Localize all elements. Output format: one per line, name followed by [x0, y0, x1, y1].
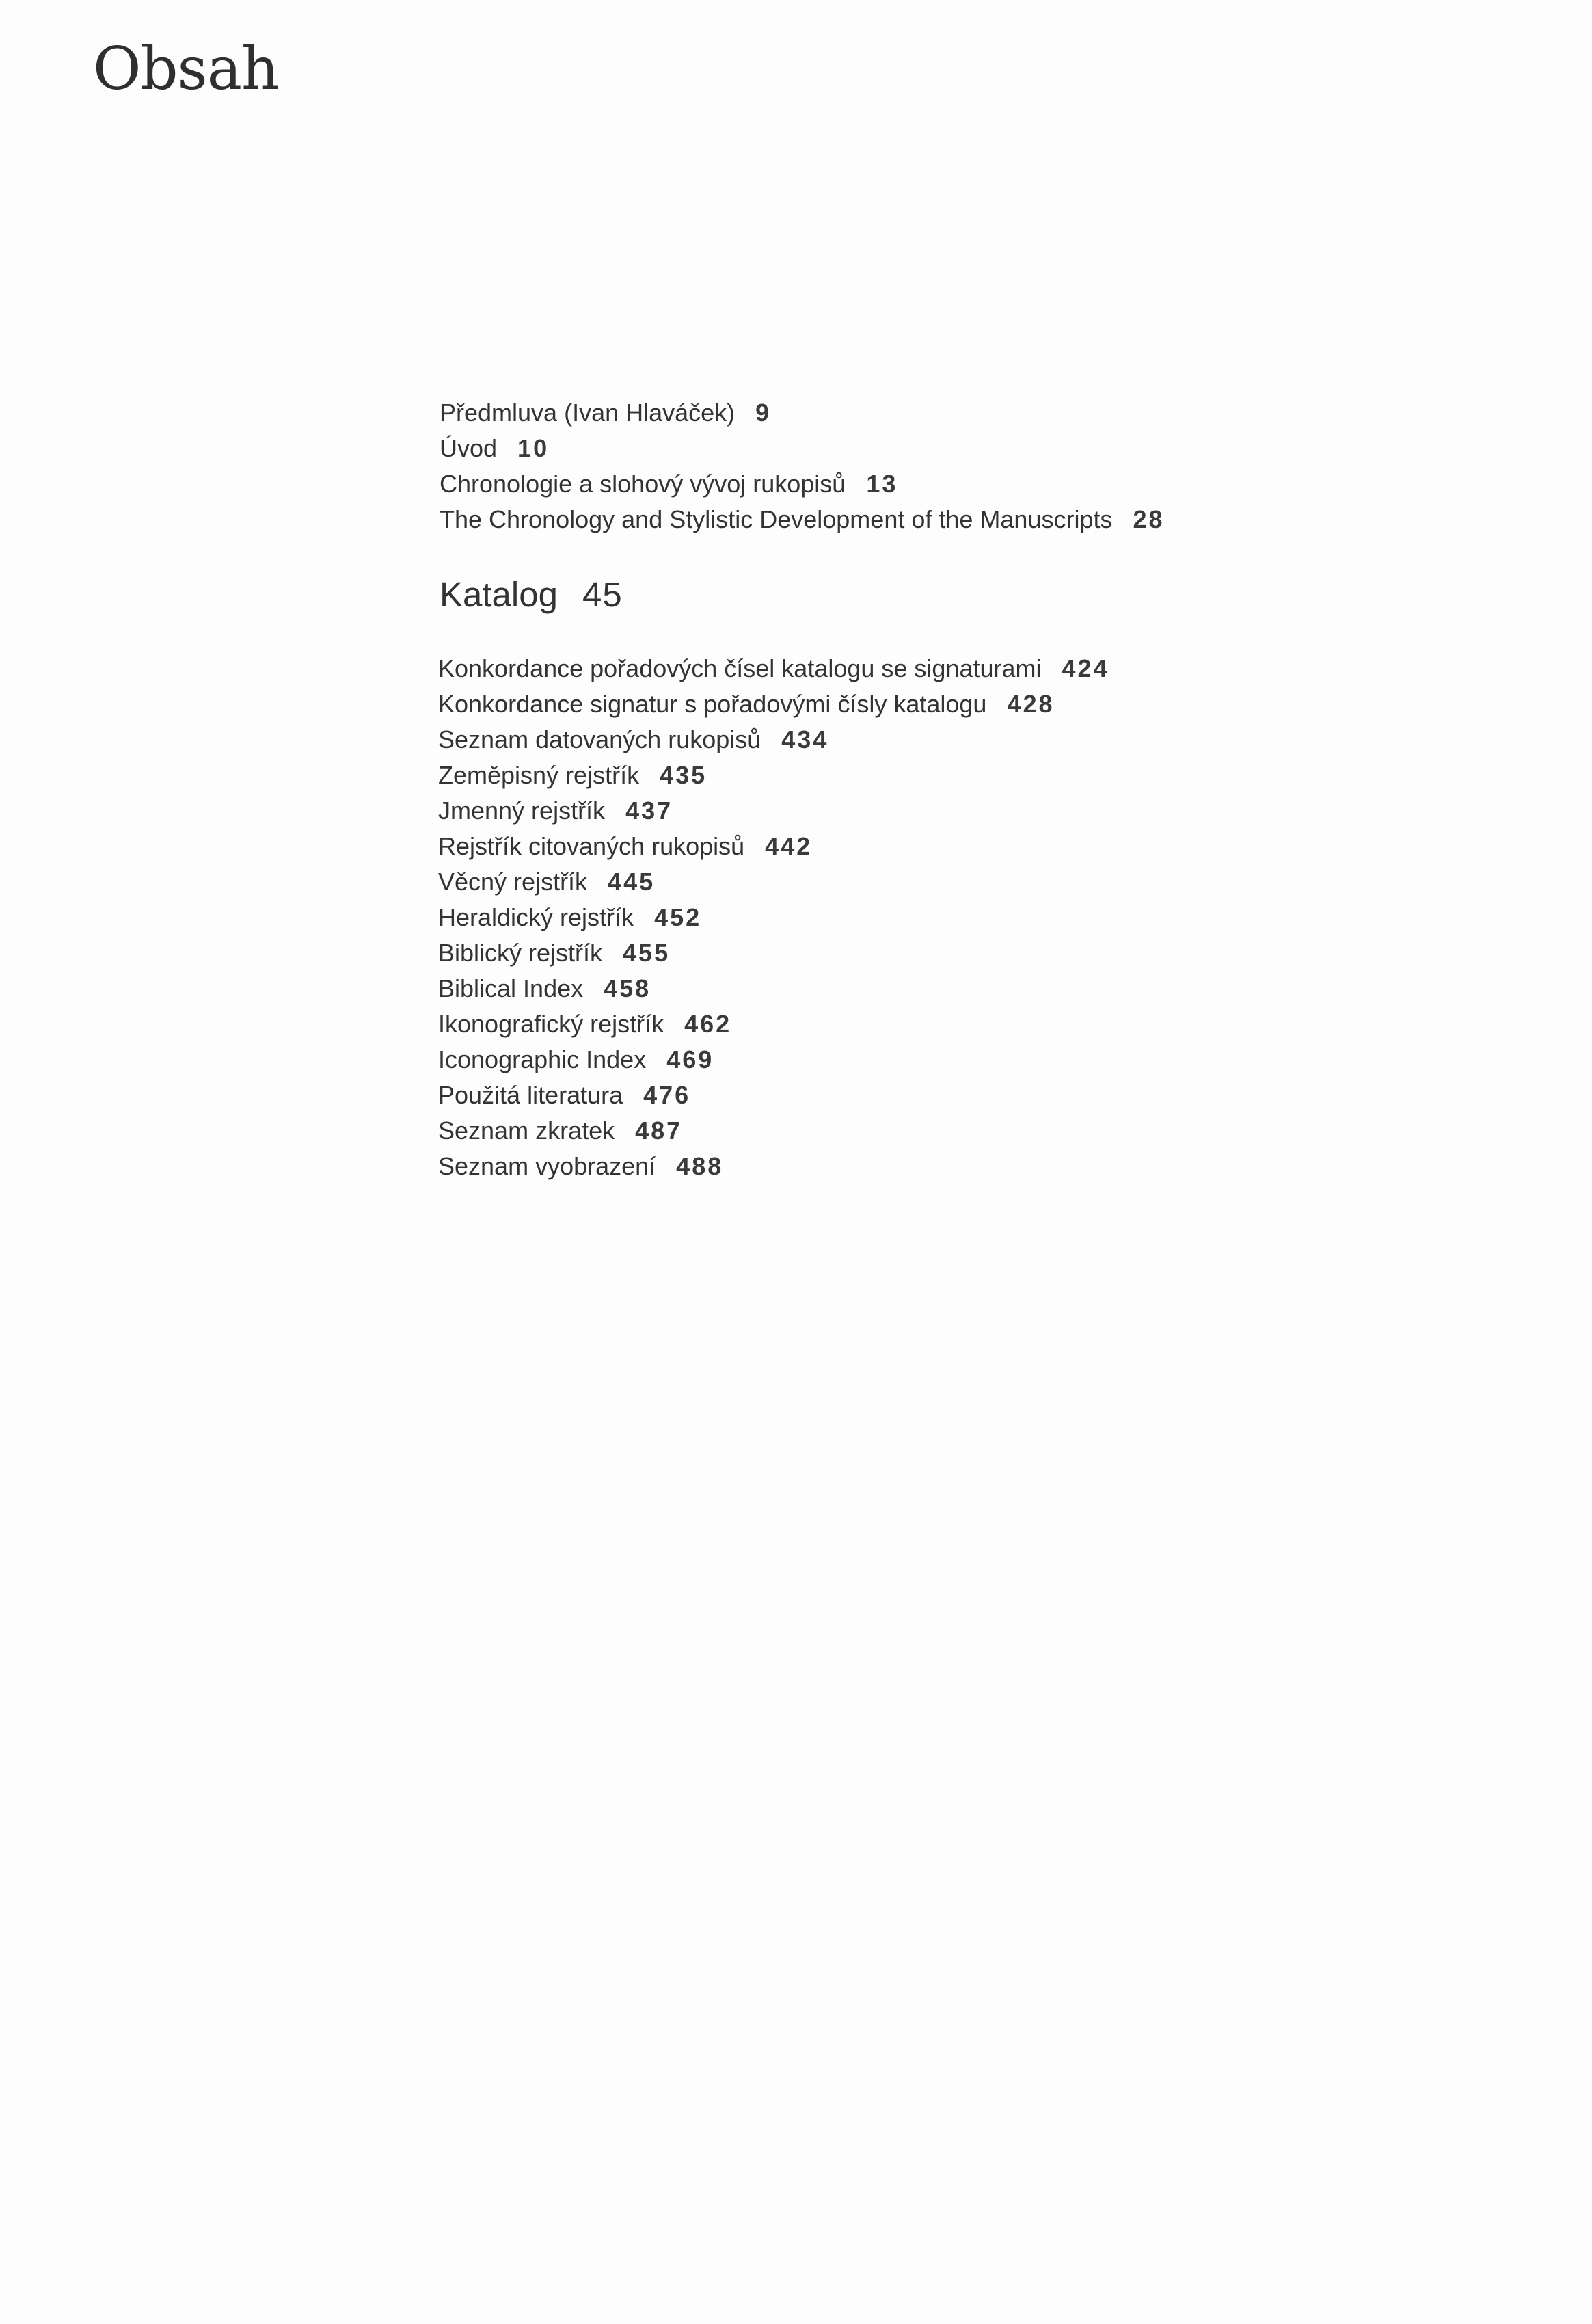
toc-front-matter: [440, 395, 1328, 537]
toc-entry-label: Rejstřík citovaných rukopisů: [438, 832, 745, 860]
toc-entry[interactable]: [438, 1042, 1328, 1078]
toc-entry[interactable]: [438, 651, 1328, 686]
toc-entry-page: 435: [660, 761, 707, 789]
toc-entry[interactable]: [438, 935, 1328, 971]
toc-entry-page: 452: [654, 903, 702, 931]
toc-entry[interactable]: [438, 1149, 1328, 1184]
toc-entry-page: 476: [643, 1081, 691, 1109]
toc-entry-page: 428: [1007, 690, 1055, 718]
toc-entry[interactable]: [440, 395, 1328, 431]
toc-entry[interactable]: [438, 864, 1328, 900]
toc-entry-label: The Chronology and Stylistic Development of the Manuscripts: [440, 505, 1113, 533]
toc-entry-page: 458: [604, 974, 651, 1002]
toc-entry-label: Věcný rejstřík: [438, 868, 588, 896]
toc-entry[interactable]: [438, 1078, 1328, 1113]
table-of-contents: [440, 395, 1328, 1184]
toc-entry-label: Úvod: [440, 434, 498, 462]
toc-entry[interactable]: [440, 431, 1328, 466]
toc-entry-page: 462: [684, 1010, 732, 1038]
toc-entry-page: 424: [1062, 654, 1109, 682]
toc-entry[interactable]: [438, 758, 1328, 793]
toc-entry-label: Použitá literatura: [438, 1081, 623, 1109]
toc-entry-label: Jmenný rejstřík: [438, 797, 606, 825]
toc-entry-page: 10: [517, 434, 550, 462]
toc-entry-page: 13: [866, 470, 898, 498]
catalog-page: 45: [582, 575, 623, 614]
toc-entry-page: 28: [1133, 505, 1165, 533]
catalog-label: Katalog: [440, 575, 558, 614]
toc-entry[interactable]: [438, 971, 1328, 1006]
toc-entry-label: Seznam vyobrazení: [438, 1152, 656, 1180]
toc-entry[interactable]: [438, 1113, 1328, 1149]
toc-entry-label: Seznam datovaných rukopisů: [438, 725, 761, 753]
toc-entry-label: Chronologie a slohový vývoj rukopisů: [440, 470, 846, 498]
toc-entry-label: Iconographic Index: [438, 1045, 647, 1073]
toc-entry-label: Konkordance signatur s pořadovými čísly katalogu: [438, 690, 987, 718]
toc-entry[interactable]: [438, 686, 1328, 722]
toc-entry-page: 469: [666, 1045, 714, 1073]
toc-entry-label: Heraldický rejstřík: [438, 903, 634, 931]
toc-entry[interactable]: [438, 900, 1328, 935]
page-title: Obsah: [93, 35, 279, 103]
toc-entry-page: 488: [676, 1152, 724, 1180]
toc-entry[interactable]: [438, 1006, 1328, 1042]
toc-indexes: [438, 651, 1328, 1184]
toc-entry-page: 437: [625, 797, 673, 825]
toc-entry[interactable]: [438, 722, 1328, 758]
toc-entry[interactable]: [438, 793, 1328, 829]
toc-entry-page: 434: [781, 725, 829, 753]
toc-entry-label: Biblický rejstřík: [438, 939, 603, 967]
toc-entry[interactable]: [440, 502, 1328, 537]
toc-entry-label: Konkordance pořadových čísel katalogu se signaturami: [438, 654, 1042, 682]
toc-entry-page: 9: [755, 399, 772, 427]
toc-catalog-heading[interactable]: [440, 574, 1328, 615]
toc-entry-page: 487: [635, 1117, 683, 1145]
toc-entry[interactable]: [438, 829, 1328, 864]
toc-entry-page: 455: [623, 939, 671, 967]
toc-entry[interactable]: [440, 466, 1328, 502]
toc-entry-label: Ikonografický rejstřík: [438, 1010, 664, 1038]
toc-entry-page: 442: [765, 832, 813, 860]
toc-entry-label: Zeměpisný rejstřík: [438, 761, 640, 789]
toc-entry-label: Předmluva (Ivan Hlaváček): [440, 399, 736, 427]
toc-entry-page: 445: [608, 868, 656, 896]
toc-entry-label: Biblical Index: [438, 974, 584, 1002]
toc-entry-label: Seznam zkratek: [438, 1117, 615, 1145]
